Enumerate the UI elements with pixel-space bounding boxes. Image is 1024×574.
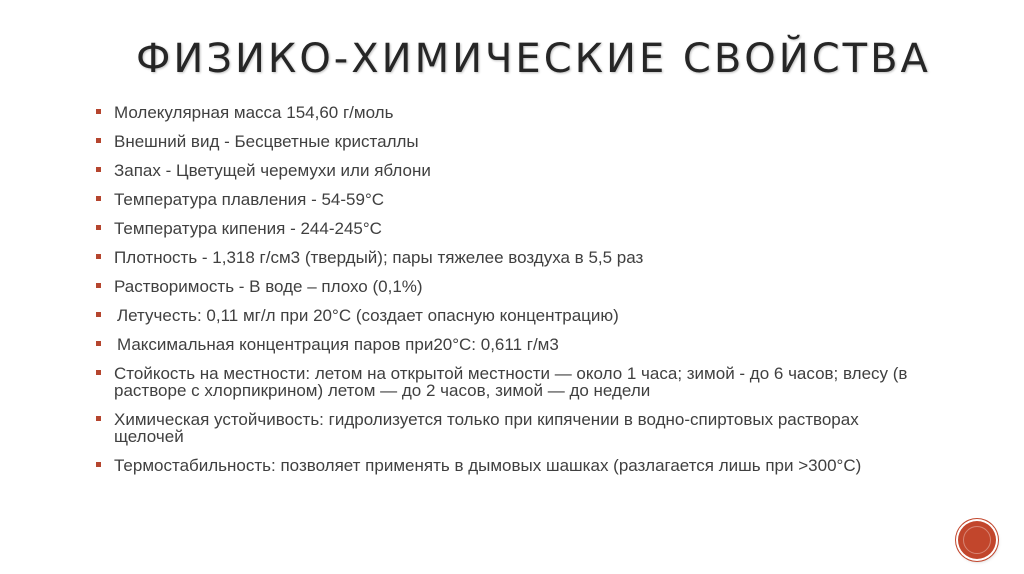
bullet-icon bbox=[96, 225, 101, 230]
bullet-icon bbox=[96, 283, 101, 288]
list-item bbox=[96, 104, 926, 121]
bullet-list bbox=[96, 104, 926, 486]
list-item-text: Запах - Цветущей черемухи или яблони bbox=[114, 161, 431, 180]
list-item bbox=[96, 220, 926, 237]
bullet-icon bbox=[96, 370, 101, 375]
list-item bbox=[96, 162, 926, 179]
bullet-icon bbox=[96, 341, 101, 346]
list-item bbox=[96, 278, 926, 295]
list-item-text: Температура плавления - 54-59°С bbox=[114, 190, 385, 209]
list-item bbox=[96, 411, 926, 445]
list-item bbox=[96, 191, 926, 208]
list-item-text: Летучесть: 0,11 мг/л при 20°С (создает опасную концентрацию) bbox=[117, 306, 619, 325]
bullet-icon bbox=[96, 462, 101, 467]
list-item bbox=[96, 365, 926, 399]
list-item bbox=[96, 307, 926, 324]
list-item bbox=[96, 133, 926, 150]
bullet-icon bbox=[96, 254, 101, 259]
list-item-text: Химическая устойчивость: гидролизуется только при кипячении в водно-спиртовых растворах щелочей bbox=[114, 410, 859, 446]
navigation-circle-icon[interactable] bbox=[958, 521, 996, 559]
bullet-icon bbox=[96, 138, 101, 143]
slide-title: ФИЗИКО-ХИМИЧЕСКИЕ СВОЙСТВА bbox=[136, 36, 931, 82]
bullet-icon bbox=[96, 312, 101, 317]
list-item-text: Максимальная концентрация паров при20°С: 0,611 г/м3 bbox=[117, 335, 559, 354]
bullet-icon bbox=[96, 416, 101, 421]
list-item-text: Температура кипения - 244-245°С bbox=[114, 219, 382, 238]
list-item-text: Растворимость - В воде – плохо (0,1%) bbox=[114, 277, 423, 296]
list-item bbox=[96, 249, 926, 266]
list-item bbox=[96, 336, 926, 353]
list-item-text: Внешний вид - Бесцветные кристаллы bbox=[114, 132, 419, 151]
list-item-text: Термостабильность: позволяет применять в дымовых шашках (разлагается лишь при >300°С) bbox=[114, 456, 862, 475]
bullet-icon bbox=[96, 196, 101, 201]
list-item-text: Стойкость на местности: летом на открытой местности — около 1 часа; зимой - до 6 часов; влесу (в растворе с хлорпикрином) летом — до 2 часов, зимой — до недели bbox=[114, 364, 908, 400]
list-item-text: Молекулярная масса 154,60 г/моль bbox=[114, 103, 394, 122]
list-item bbox=[96, 457, 926, 474]
bullet-icon bbox=[96, 109, 101, 114]
bullet-icon bbox=[96, 167, 101, 172]
list-item-text: Плотность - 1,318 г/см3 (твердый); пары тяжелее воздуха в 5,5 раз bbox=[114, 248, 644, 267]
